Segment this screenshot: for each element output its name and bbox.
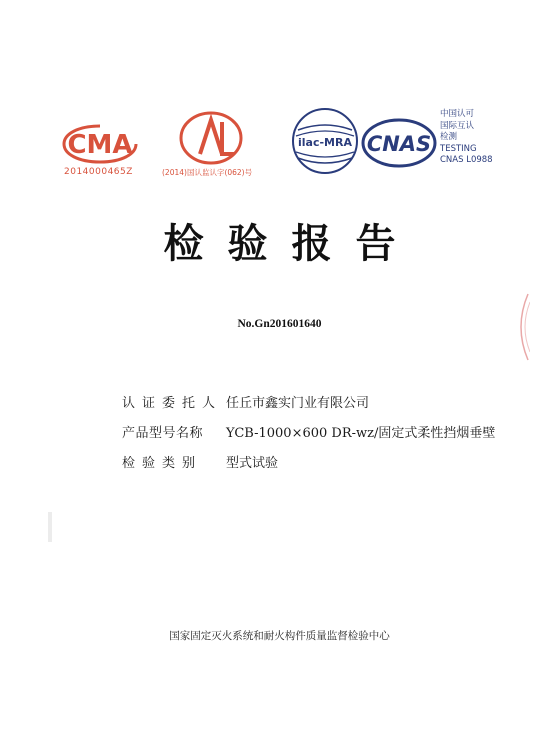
cal-logo-icon: [178, 110, 244, 166]
info-label: 认证委托人: [122, 395, 223, 411]
info-row: [122, 386, 495, 416]
info-value: 型式试验: [226, 455, 279, 471]
cal-letters: CAL: [178, 110, 181, 111]
cnas-line: 国际互认: [440, 120, 475, 131]
cnas-side-text: [440, 109, 493, 167]
cnas-line: CNAS L0988: [440, 155, 493, 165]
issuer-name: 国家固定灭火系统和耐火构件质量监督检验中心: [169, 630, 390, 642]
cnas-line: 中国认可: [440, 109, 475, 119]
cma-logo-icon: [60, 122, 140, 166]
cnas-line: 检测: [440, 132, 458, 142]
ilac-mra-logo-icon: [290, 106, 360, 176]
cma-letters: CMA: [67, 130, 133, 160]
info-label: 检验类别: [122, 455, 203, 471]
info-row: [122, 446, 495, 476]
info-value: YCB-1000×600 DR-wz/固定式柔性挡烟垂壁: [226, 425, 496, 441]
report-number: No.Gn201601640: [237, 318, 322, 330]
cnas-text: CNAS: [366, 132, 432, 156]
ilac-text: ilac-MRA: [298, 136, 352, 149]
scan-mark: [48, 512, 52, 542]
info-table: [122, 386, 495, 476]
info-value: 任丘市鑫实门业有限公司: [226, 395, 370, 411]
cnas-line: TESTING: [440, 143, 477, 154]
cnas-logo-icon: [360, 116, 438, 170]
cal-code: (2014)国认监认字(062)号: [162, 168, 253, 177]
info-label: 产品型号名称: [122, 425, 204, 441]
cma-code: 2014000465Z: [64, 167, 133, 177]
info-row: [122, 416, 495, 446]
report-title: 检验报告: [163, 221, 420, 267]
partial-seal-icon: [512, 292, 530, 362]
